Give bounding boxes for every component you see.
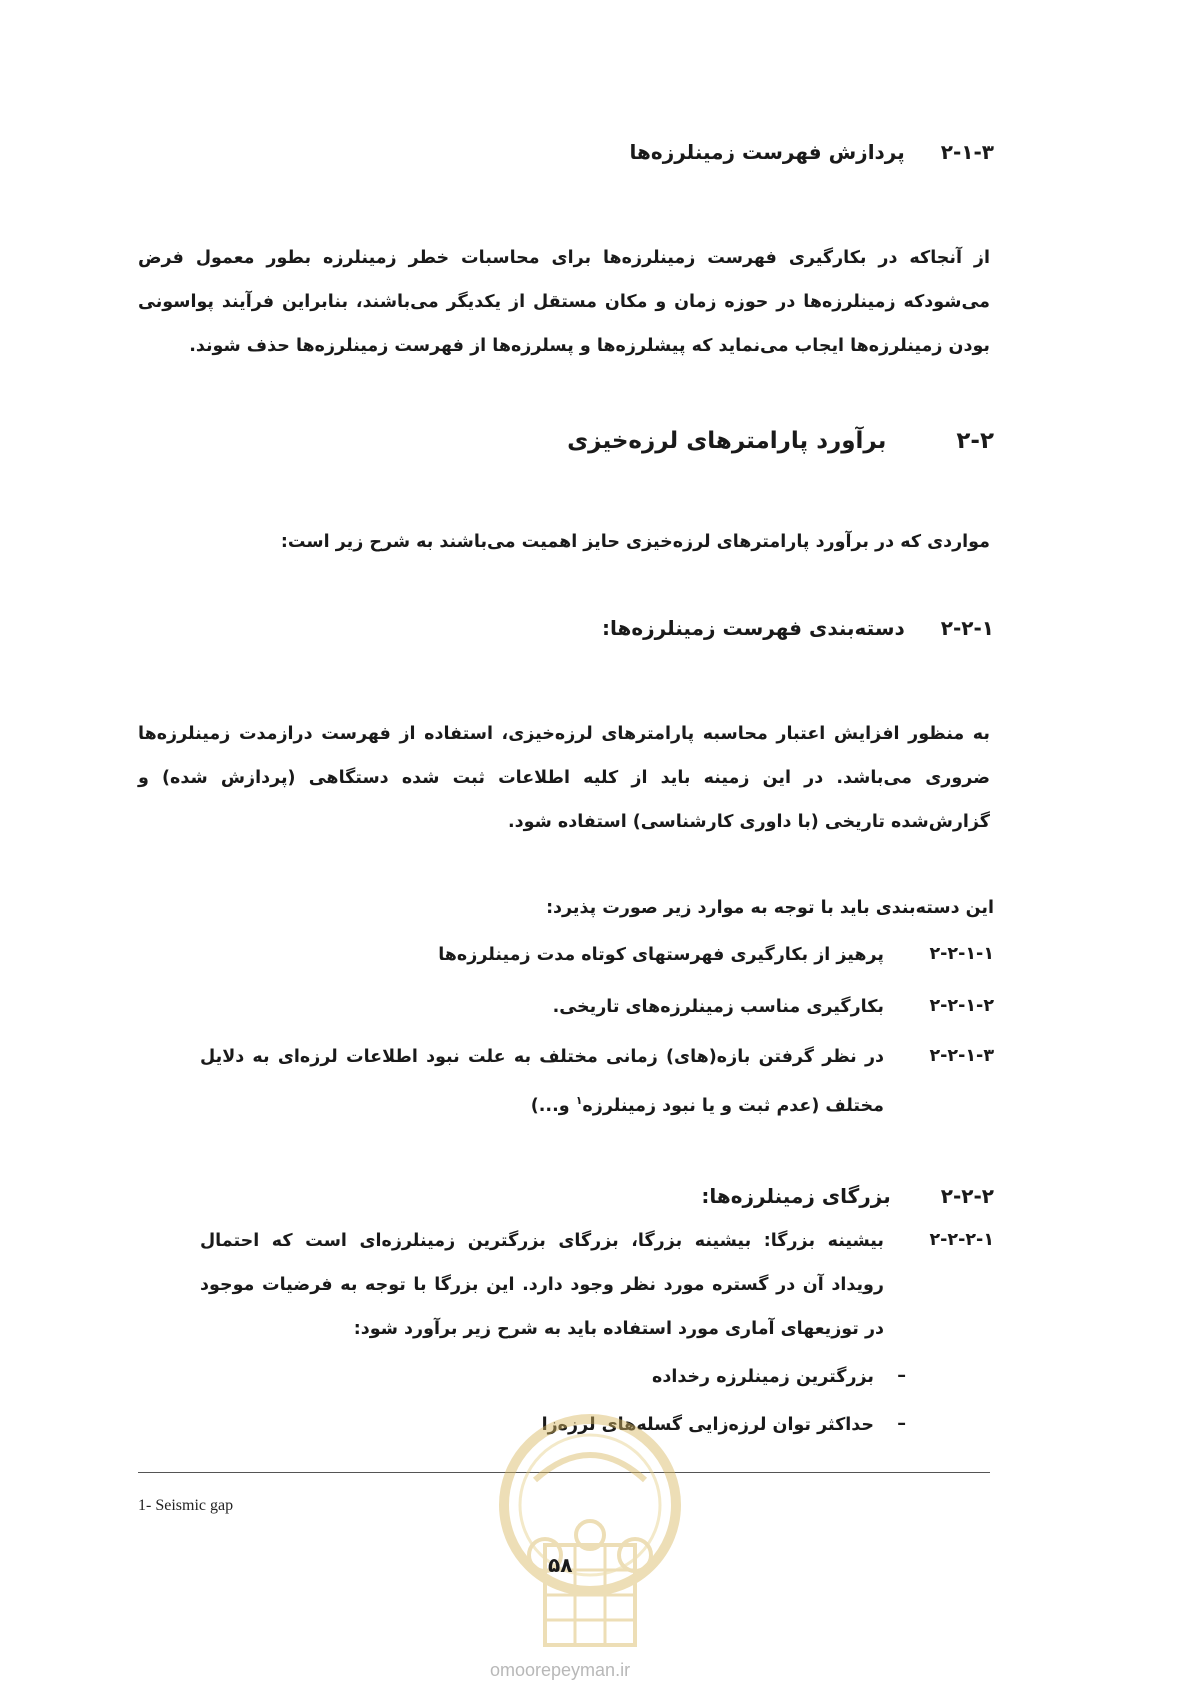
section-title: برآورد پارامترهای لرزه‌خیزی <box>567 428 887 454</box>
bullet-text: بزرگترین زمینلرزه رخداده <box>652 1367 874 1387</box>
list-intro: این دسته‌بندی باید با توجه به موارد زیر صورت پذیرد: <box>546 898 994 918</box>
section-number: ۲-۱-۳ <box>940 140 994 164</box>
paragraph-seismicity-params-intro: مواردی که در برآورد پارامترهای لرزه‌خیزی حایز اهمیت می‌باشند به شرح زیر است: <box>280 532 990 552</box>
bullet-dash: – <box>897 1366 906 1386</box>
list-item-text: در نظر گرفتن بازه(های) زمانی مختلف به علت نبود اطلاعات لرزه‌ای به دلایل مختلف (عدم ثبت و یا نبود زمینلرزه <box>200 1047 884 1116</box>
section-number: ۲-۲-۲ <box>940 1184 994 1208</box>
list-item-text-tail: و...) <box>530 1095 576 1116</box>
watermark-logo-icon <box>475 1410 705 1660</box>
paragraph-catalog-processing: از آنجاکه در بکارگیری فهرست زمینلرزه‌ها برای محاسبات خطر زمینلرزه بطور معمول فرض می‌شودکه زمینلرزه‌ها در حوزه زمان و مکان مستقل از یکدیگر می‌باشند، بنابراین فرآیند پواسونی بودن زمینلرزه‌ها ایجاب می‌نماید که پیشلرزه‌ها و پسلرزه‌ها از فهرست زمینلرزه‌ها حذف شوند. <box>138 248 990 356</box>
list-item-text: بکارگیری مناسب زمینلرزه‌های تاریخی. <box>552 997 884 1017</box>
section-title: دسته‌بندی فهرست زمینلرزه‌ها: <box>601 616 905 640</box>
list-item-number: ۲-۲-۱-۲ <box>929 996 994 1016</box>
section-heading-2-2-1 <box>294 616 994 640</box>
list-item-text: پرهیز از بکارگیری فهرستهای کوتاه مدت زمینلرزه‌ها <box>438 945 884 965</box>
list-item-number: ۲-۲-۱-۳ <box>929 1046 994 1066</box>
list-item-text-multiline <box>200 1219 884 1351</box>
list-item-number: ۲-۲-۲-۱ <box>929 1230 994 1250</box>
page-number: ۵۸ <box>548 1553 573 1577</box>
section-number: ۲-۲-۱ <box>940 616 994 640</box>
footnote-text: 1- Seismic gap <box>138 1497 234 1514</box>
watermark-site: omoorepeyman.ir <box>490 1660 631 1680</box>
section-heading-2-1-3 <box>294 140 994 164</box>
list-item-number: ۲-۲-۱-۱ <box>929 944 994 964</box>
bullet-dash: – <box>897 1414 906 1434</box>
list-item-text-multiline <box>200 1035 884 1128</box>
term-definition: بیشینه بزرگا، بزرگای بزرگترین زمینلرزه‌ای است که احتمال رویداد آن در گستره مورد نظر وجود دارد. این بزرگا با توجه به فرضیات موجود در توزیعهای آماری مورد استفاده باید به شرح زیر برآورد شود: <box>200 1231 884 1339</box>
paragraph-catalog-classification: به منظور افزایش اعتبار محاسبه پارامترهای لرزه‌خیزی، استفاده از فهرست درازمدت زمینلرزه‌ها ضروری می‌باشد. در این زمینه باید از کلیه اطلاعات ثبت شده دستگاهی (پردازش شده) و گزارش‌شده تاریخی (با داوری کارشناسی) استفاده شود. <box>138 724 990 832</box>
section-heading-2-2-2 <box>294 1184 994 1208</box>
bullet-text: حداکثر توان لرزه‌زایی گسله‌های لرزه‌زا <box>541 1415 874 1435</box>
section-number: ۲-۲ <box>956 428 994 454</box>
section-title: بزرگای زمینلرزه‌ها: <box>701 1184 891 1208</box>
section-heading-2-2 <box>294 428 994 454</box>
section-title: پردازش فهرست زمینلرزه‌ها <box>629 140 905 164</box>
footnote-marker: ۱ <box>575 1094 583 1107</box>
term-lead: بیشینه بزرگا: <box>763 1231 885 1251</box>
